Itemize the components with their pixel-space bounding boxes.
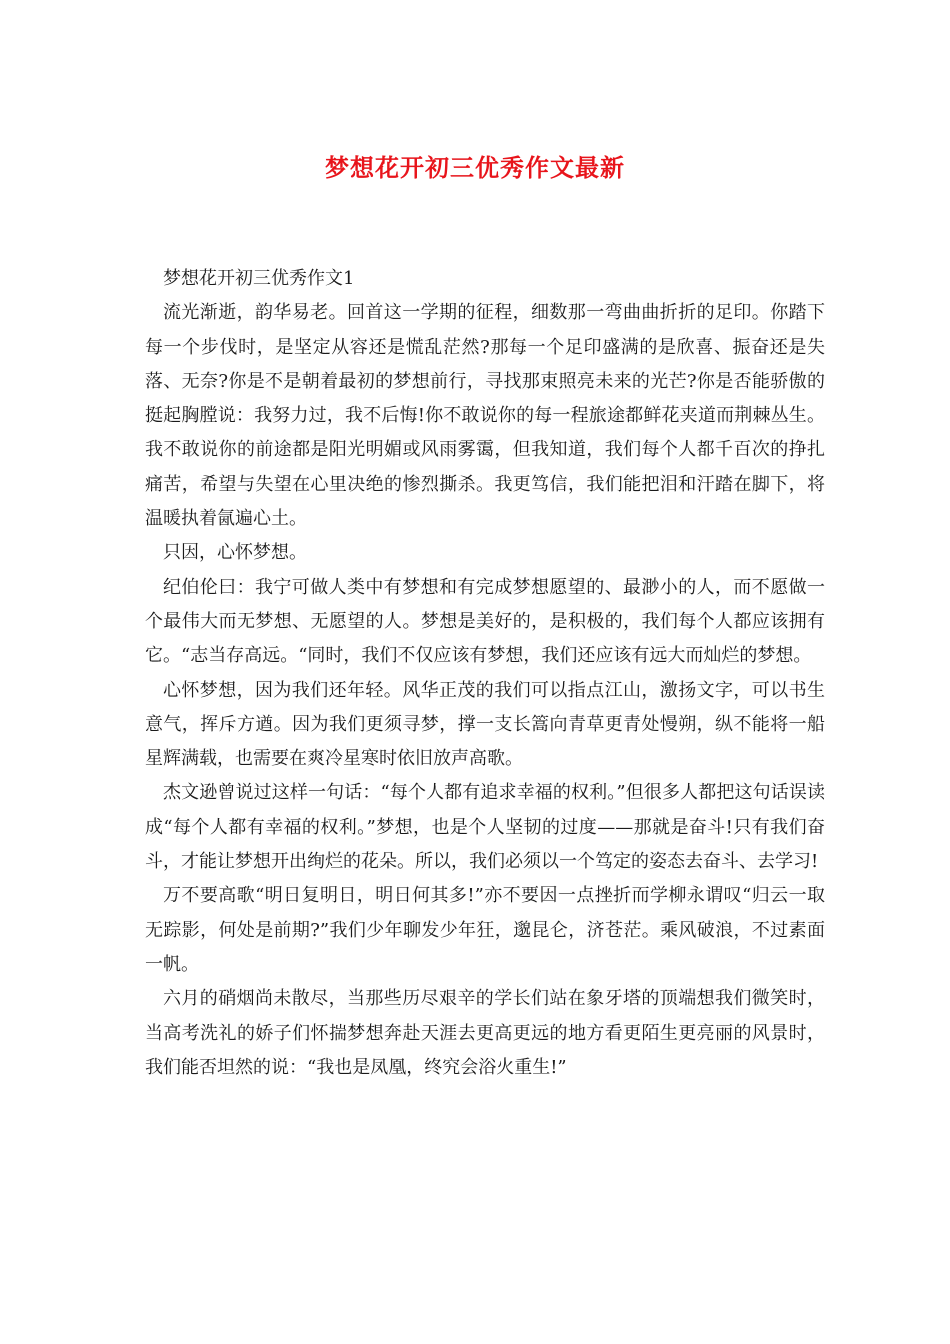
paragraph-4: 心怀梦想，因为我们还年轻。风华正茂的我们可以指点江山，激扬文字，可以书生意气，挥斥方遒。因为我们更须寻梦，撑一支长篙向青草更青处慢朔，纵不能将一船星辉满载，也需要在爽冷星寒时依旧放声高歌。	[145, 679, 825, 770]
paragraph-3: 纪伯伦曰：我宁可做人类中有梦想和有完成梦想愿望的、最渺小的人，而不愿做一个最伟大而无梦想、无愿望的人。梦想是美好的，是积极的，我们每个人都应该拥有它。“志当存高远。“同时，我们不仅应该有梦想，我们还应该有远大而灿烂的梦想。	[145, 576, 825, 667]
document-body	[145, 262, 825, 1085]
paragraph-7: 六月的硝烟尚未散尽，当那些历尽艰辛的学长们站在象牙塔的顶端想我们微笑时，当高考洗礼的娇子们怀揣梦想奔赴天涯去更高更远的地方看更陌生更亮丽的风景时，我们能否坦然的说：“我也是凤凰，终究会浴火重生!”	[145, 988, 825, 1078]
paragraph-5: 杰文逊曾说过这样一句话：“每个人都有追求幸福的权利。”但很多人都把这句话误读成“每个人都有幸福的权利。”梦想，也是个人坚韧的过度——那就是奋斗!只有我们奋斗，才能让梦想开出绚烂的花朵。所以，我们必须以一个笃定的姿态去奋斗、去学习!	[145, 782, 825, 873]
essay-subheading: 梦想花开初三优秀作文1	[163, 268, 355, 289]
paragraph-2: 只因，心怀梦想。	[163, 542, 307, 564]
document-title: 梦想花开初三优秀作文最新	[325, 153, 625, 182]
paragraph-6: 万不要高歌“明日复明日，明日何其多!”亦不要因一点挫折而学柳永谓叹“归云一取无踪影，何处是前期?”我们少年聊发少年狂，邈昆仑，济苍茫。乘风破浪，不过素面一帆。	[145, 885, 825, 975]
paragraph-1: 流光渐逝，韵华易老。回首这一学期的征程，细数那一弯曲曲折折的足印。你踏下每一个步伐时，是坚定从容还是慌乱茫然?那每一个足印盛满的是欣喜、振奋还是失落、无奈?你是不是朝着最初的梦想前行，寻找那束照亮未来的光芒?你是否能骄傲的挺起胸膛说：我努力过，我不后悔!你不敢说你的每一程旅途都鲜花夹道而荆棘丛生。我不敢说你的前途都是阳光明媚或风雨雾霭，但我知道，我们每个人都千百次的挣扎痛苦，希望与失望在心里决绝的惨烈撕杀。我更笃信，我们能把泪和汗踏在脚下，将温暖执着氤遍心土。	[145, 302, 825, 530]
